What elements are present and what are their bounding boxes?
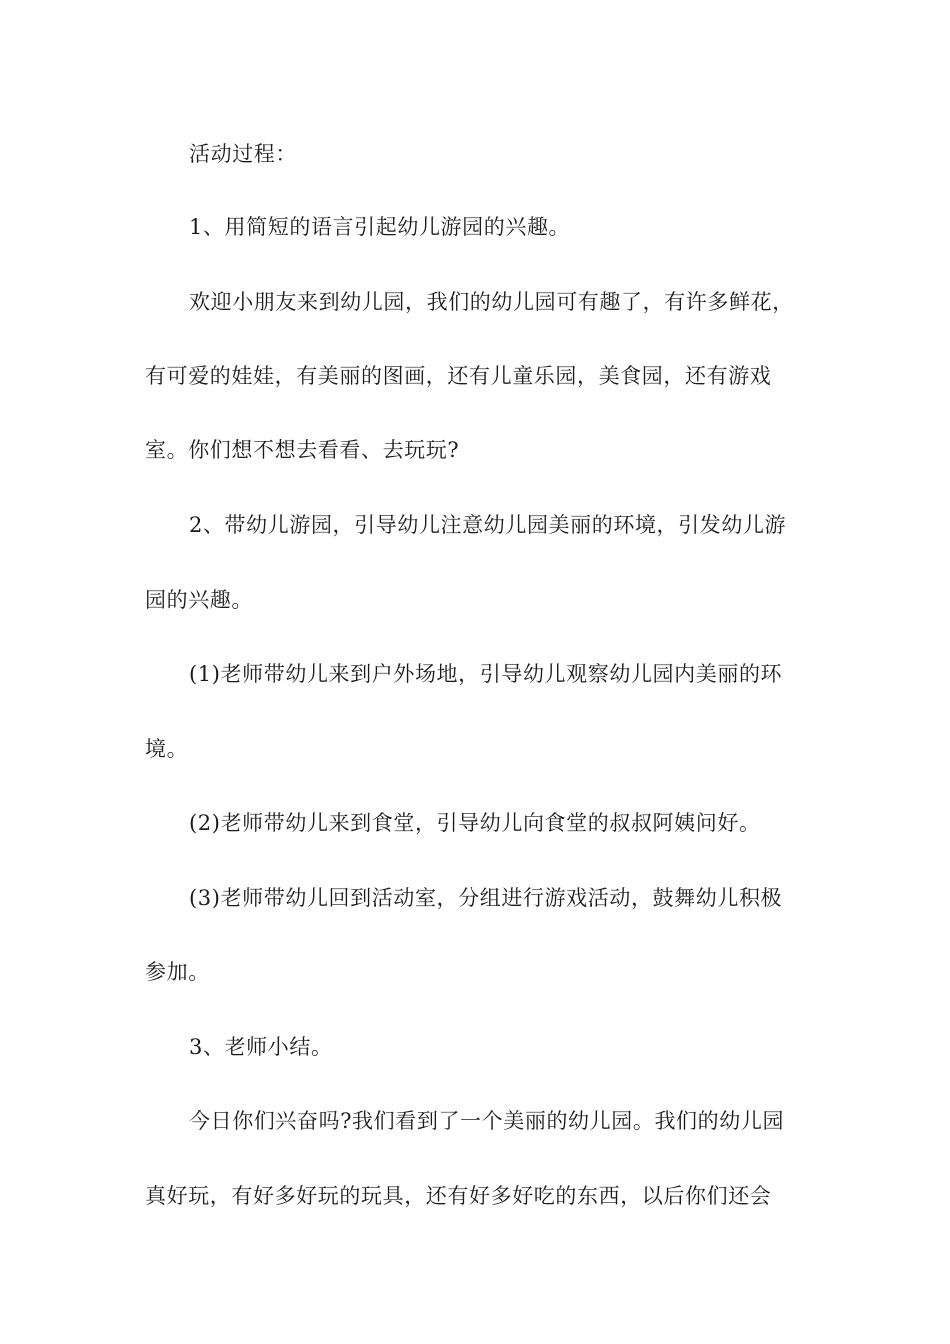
step-1-heading: 1、用简短的语言引起幼儿游园的兴趣。 — [189, 215, 571, 239]
step-2-heading-line-2: 园的兴趣。 — [145, 588, 253, 612]
substep-1-line-1: (1)老师带幼儿来到户外场地，引导幼儿观察幼儿园内美丽的环 — [189, 662, 783, 686]
step-1-text-line-3: 室。你们想不想去看看、去玩玩? — [145, 438, 460, 462]
substep-3-line-2: 参加。 — [145, 960, 210, 984]
substep-1-line-2: 境。 — [145, 737, 189, 761]
step-3-text-line-1: 今日你们兴奋吗?我们看到了一个美丽的幼儿园。我们的幼儿园 — [189, 1109, 785, 1133]
section-heading-activity-process: 活动过程： — [189, 142, 297, 166]
step-3-text-line-2: 真好玩，有好多好玩的玩具，还有好多好吃的东西，以后你们还会 — [145, 1184, 772, 1208]
substep-3-line-1: (3)老师带幼儿回到活动室，分组进行游戏活动，鼓舞幼儿积极 — [189, 886, 783, 910]
substep-2-line-1: (2)老师带幼儿来到食堂，引导幼儿向食堂的叔叔阿姨问好。 — [189, 811, 761, 835]
step-3-heading: 3、老师小结。 — [189, 1035, 333, 1059]
step-1-text-line-1: 欢迎小朋友来到幼儿园，我们的幼儿园可有趣了，有许多鲜花， — [189, 290, 794, 314]
step-1-text-line-2: 有可爱的娃娃，有美丽的图画，还有儿童乐园，美食园，还有游戏 — [145, 364, 772, 388]
step-2-heading-line-1: 2、带幼儿游园，引导幼儿注意幼儿园美丽的环境，引发幼儿游 — [189, 513, 787, 537]
